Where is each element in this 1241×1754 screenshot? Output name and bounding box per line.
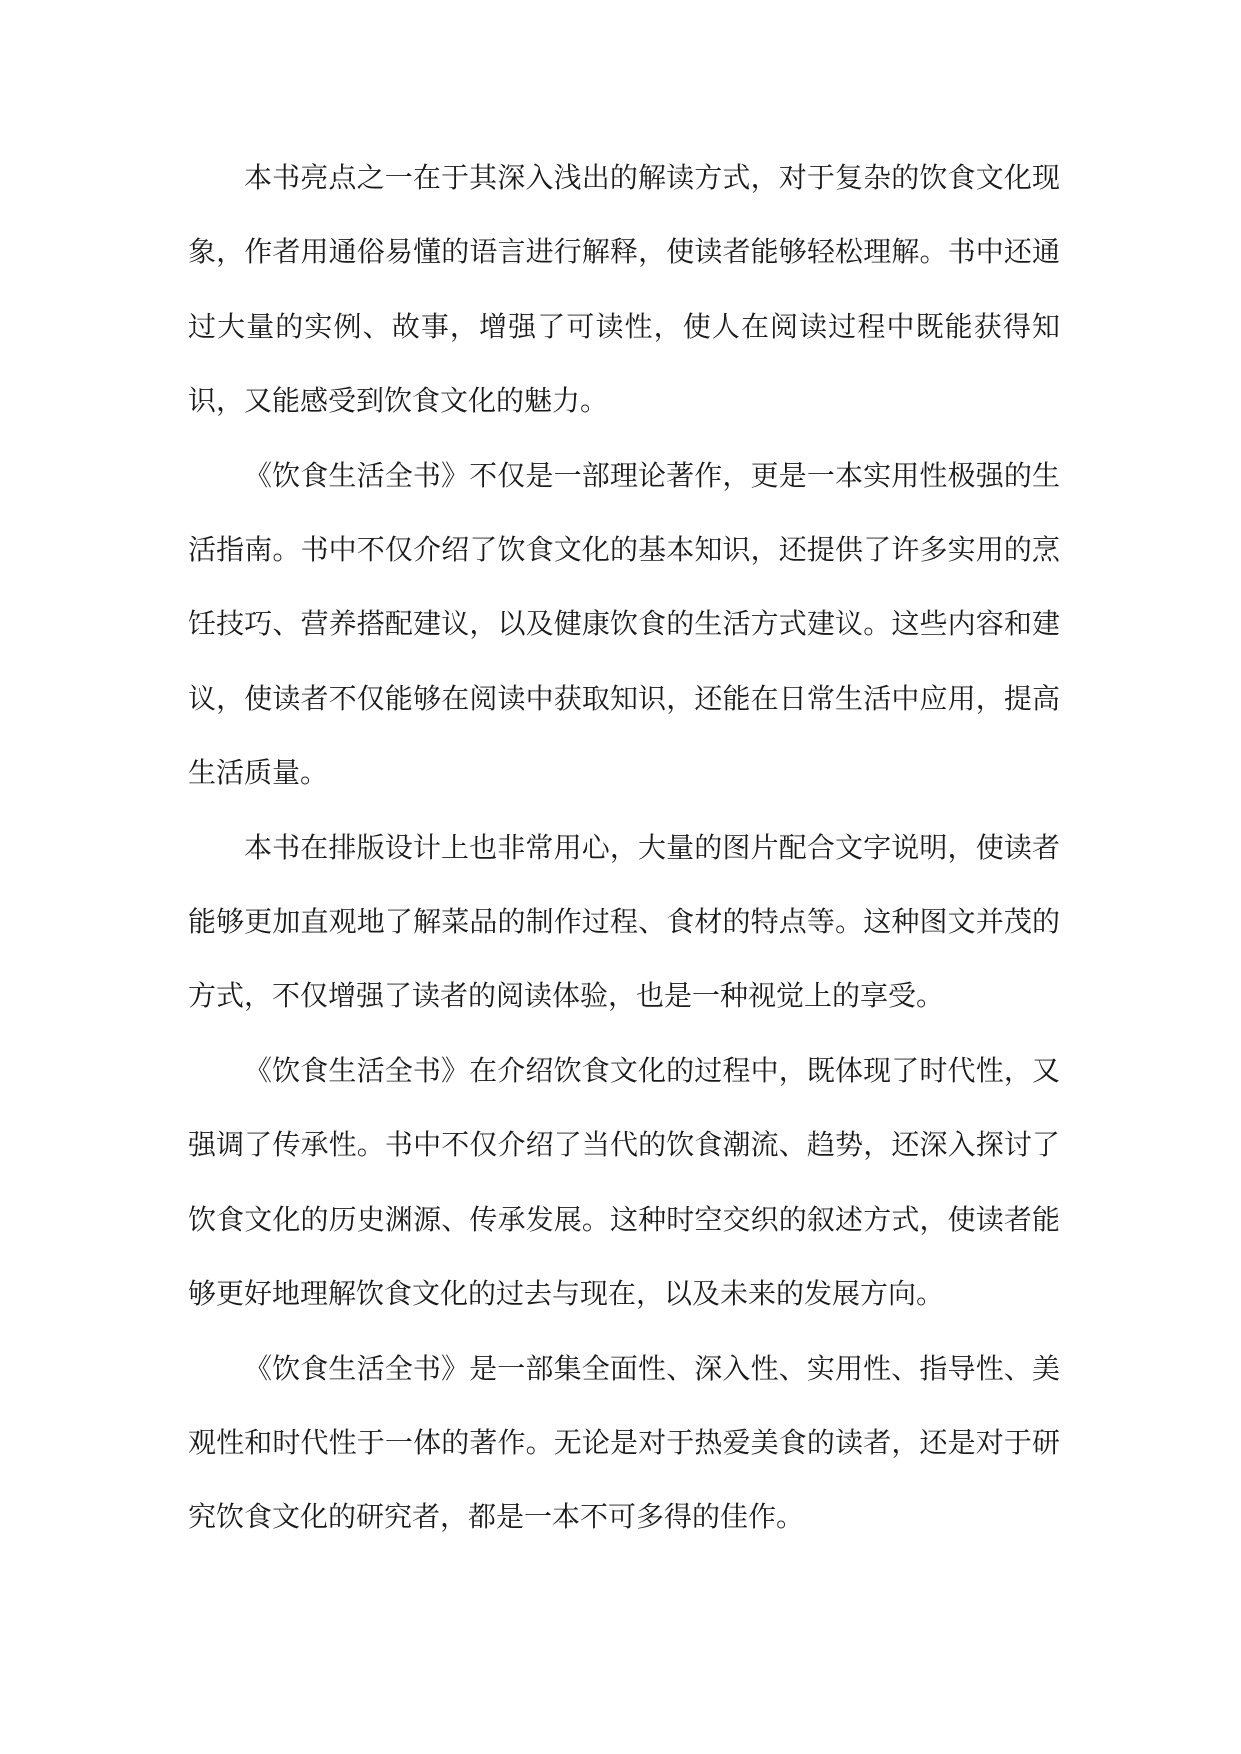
paragraph-1: 本书亮点之一在于其深入浅出的解读方式，对于复杂的饮食文化现象，作者用通俗易懂的语言进行解释，使读者能够轻松理解。书中还通过大量的实例、故事，增强了可读性，使人在阅读过程中既能获得知识，又能感受到饮食文化的魅力。 [188,161,1060,418]
paragraph-3: 本书在排版设计上也非常用心，大量的图片配合文字说明，使读者能够更加直观地了解菜品的制作过程、食材的特点等。这种图文并茂的方式，不仅增强了读者的阅读体验，也是一种视觉上的享受。 [188,830,1060,1013]
paragraph-5: 《饮食生活全书》是一部集全面性、深入性、实用性、指导性、美观性和时代性于一体的著作。无论是对于热爱美食的读者，还是对于研究饮食文化的研究者，都是一本不可多得的佳作。 [188,1351,1060,1534]
paragraph-2: 《饮食生活全书》不仅是一部理论著作，更是一本实用性极强的生活指南。书中不仅介绍了饮食文化的基本知识，还提供了许多实用的烹饪技巧、营养搭配建议，以及健康饮食的生活方式建议。这些内容和建议，使读者不仅能够在阅读中获取知识，还能在日常生活中应用，提高生活质量。 [188,458,1060,790]
document-body [188,141,1060,1555]
paragraph-4: 《饮食生活全书》在介绍饮食文化的过程中，既体现了时代性，又强调了传承性。书中不仅介绍了当代的饮食潮流、趋势，还深入探讨了饮食文化的历史渊源、传承发展。这种时空交织的叙述方式，使读者能够更好地理解饮食文化的过去与现在，以及未来的发展方向。 [188,1053,1060,1311]
